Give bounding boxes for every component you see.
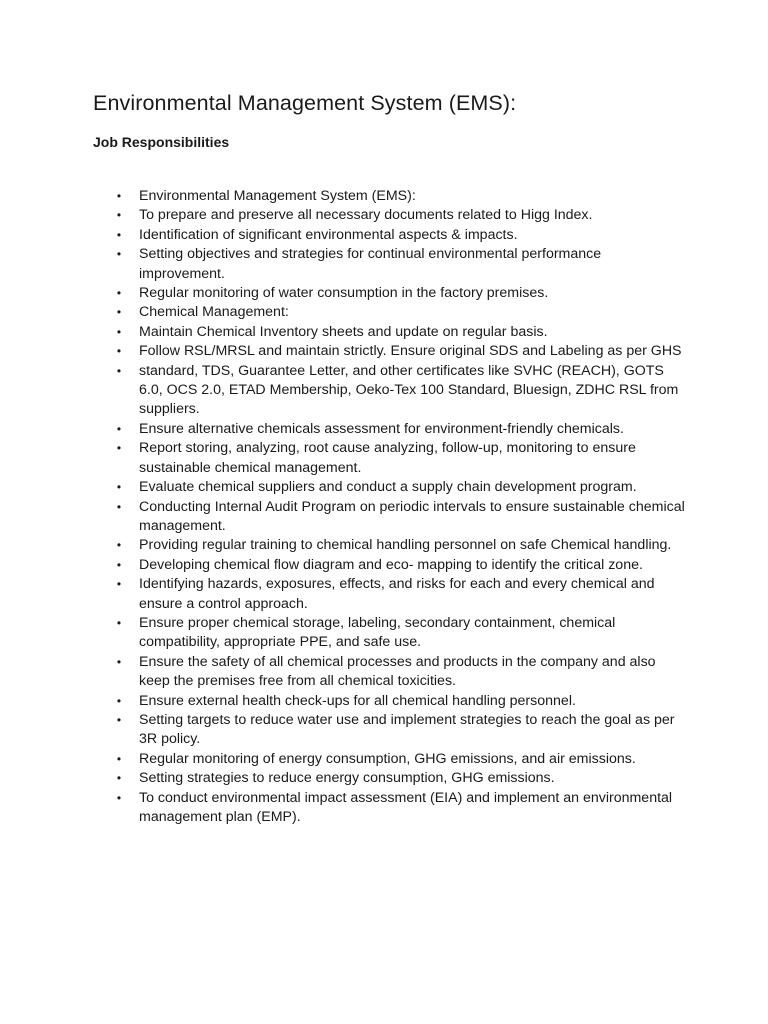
bullet-icon: •	[116, 189, 122, 203]
list-item	[93, 789, 688, 828]
bullet-icon: •	[116, 421, 122, 436]
list-item	[93, 750, 688, 769]
bullet-icon: •	[116, 557, 122, 572]
list-item-text: Identification of significant environmental aspects & impacts.	[139, 226, 518, 243]
list-item-text: Providing regular training to chemical handling personnel on safe Chemical handling.	[139, 537, 672, 554]
list-item-text: Developing chemical flow diagram and eco- mapping to identify the critical zone.	[139, 556, 643, 573]
bullet-icon: •	[116, 247, 122, 262]
bullet-icon: •	[116, 693, 122, 708]
responsibilities-list	[93, 187, 688, 827]
list-item-text: To prepare and preserve all necessary documents related to Higg Index.	[139, 207, 593, 224]
bullet-icon: •	[116, 480, 122, 495]
bullet-icon: •	[116, 286, 122, 301]
list-item-text: Regular monitoring of energy consumption, GHG emissions, and air emissions.	[139, 750, 636, 767]
list-item-text: Maintain Chemical Inventory sheets and update on regular basis.	[139, 323, 548, 340]
list-item-text: Ensure the safety of all chemical processes and products in the company and also keep the premises free from all chemical toxicities.	[139, 653, 656, 690]
list-item	[93, 614, 688, 653]
bullet-icon: •	[116, 751, 122, 766]
bullet-icon: •	[116, 208, 122, 223]
list-item-text: Ensure proper chemical storage, labeling, secondary containment, chemical compatibility, appropriate PPE, and safe use.	[139, 614, 616, 651]
list-item-text: Setting objectives and strategies for continual environmental performance improvement.	[139, 246, 602, 282]
list-item	[93, 362, 688, 420]
list-item-text: Setting targets to reduce water use and implement strategies to reach the goal as per 3R policy.	[139, 711, 675, 748]
bullet-icon: •	[116, 344, 122, 359]
list-item-text: Report storing, analyzing, root cause analyzing, follow-up, monitoring to ensure sustainable chemical management.	[139, 440, 636, 476]
list-item-text: Conducting Internal Audit Program on periodic intervals to ensure sustainable chemical management.	[139, 498, 685, 534]
list-item-text: Chemical Management:	[139, 304, 289, 321]
list-item	[93, 187, 688, 206]
list-item-text: Ensure alternative chemicals assessment for environment-friendly chemicals.	[139, 420, 624, 437]
bullet-icon: •	[116, 499, 122, 514]
list-item	[93, 323, 688, 342]
list-item	[93, 653, 688, 692]
list-item-text: Identifying hazards, exposures, effects, and risks for each and every chemical and ensure a control approach.	[139, 576, 655, 612]
list-item	[93, 498, 688, 537]
list-item	[93, 478, 688, 497]
list-item-text: Evaluate chemical suppliers and conduct a supply chain development program.	[139, 479, 637, 496]
bullet-icon: •	[116, 790, 122, 805]
list-item-text: Follow RSL/MRSL and maintain strictly. Ensure original SDS and Labeling as per GHS	[139, 343, 682, 360]
bullet-icon: •	[116, 538, 122, 553]
list-item	[93, 711, 688, 750]
list-item	[93, 284, 688, 303]
list-item	[93, 575, 688, 614]
list-item	[93, 245, 688, 284]
list-item	[93, 536, 688, 555]
list-item	[93, 692, 688, 711]
bullet-icon: •	[116, 577, 122, 592]
bullet-icon: •	[116, 771, 122, 786]
list-item-text: Regular monitoring of water consumption in the factory premises.	[139, 285, 549, 302]
list-item	[93, 439, 688, 478]
bullet-icon: •	[116, 654, 122, 669]
list-item	[93, 769, 688, 788]
bullet-icon: •	[116, 441, 122, 456]
section-heading-job-responsibilities: Job Responsibilities	[93, 134, 230, 150]
bullet-icon: •	[116, 615, 122, 630]
list-item	[93, 420, 688, 439]
list-item	[93, 342, 688, 361]
bullet-icon: •	[116, 324, 122, 339]
bullet-icon: •	[116, 712, 122, 727]
list-item	[93, 303, 688, 322]
bullet-icon: •	[116, 227, 122, 242]
list-item	[93, 206, 688, 225]
list-item-text: standard, TDS, Guarantee Letter, and other certificates like SVHC (REACH), GOTS 6.0, OCS 2.0, ETAD Membership, Oeko-Tex 100 Standard, Bluesign, ZDHC RSL from suppliers.	[139, 362, 679, 418]
bullet-icon: •	[116, 305, 122, 320]
list-item-text: Setting strategies to reduce energy consumption, GHG emissions.	[139, 770, 555, 787]
list-item-text: Environmental Management System (EMS):	[139, 188, 416, 204]
list-item	[93, 556, 688, 575]
list-item-text: Ensure external health check-ups for all chemical handling personnel.	[139, 692, 576, 709]
list-item	[93, 226, 688, 245]
document-title: Environmental Management System (EMS):	[93, 91, 517, 115]
bullet-icon: •	[116, 363, 122, 378]
list-item-text: To conduct environmental impact assessment (EIA) and implement an environmental management plan (EMP).	[139, 789, 673, 825]
